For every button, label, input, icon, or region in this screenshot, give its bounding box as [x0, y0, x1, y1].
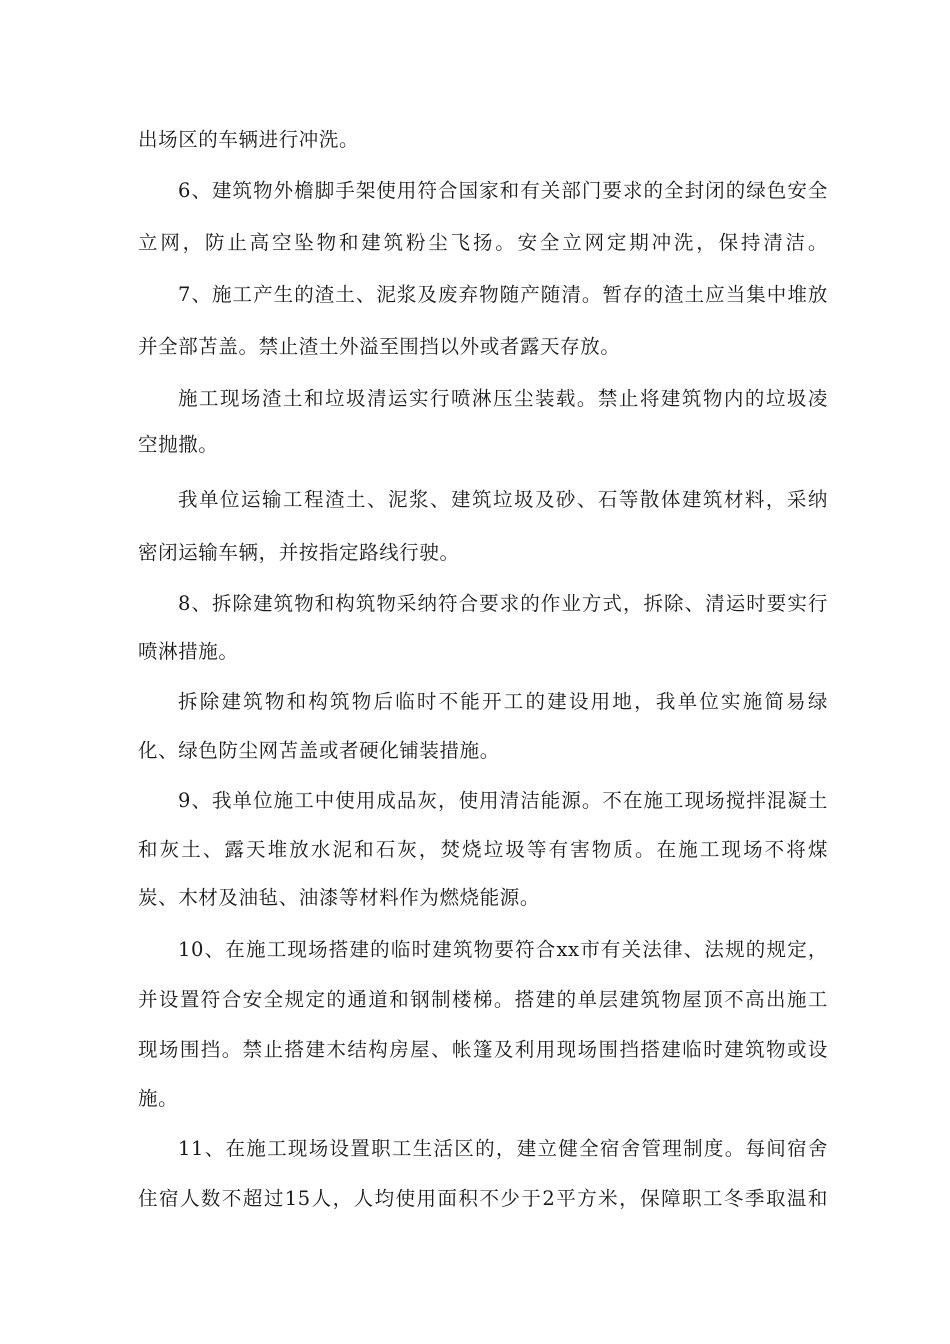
- text-line: 密闭运输车辆，并按指定路线行驶。: [138, 541, 460, 564]
- text-line: 10、在施工现场搭建的临时建筑物要符合xx市有关法律、法规的规定，: [178, 938, 828, 961]
- text-line: 空抛撒。: [138, 433, 219, 456]
- text-line: 9、我单位施工中使用成品灰，使用清洁能源。不在施工现场搅拌混凝土: [178, 789, 828, 812]
- text-line: 11、在施工现场设置职工生活区的，建立健全宿舍管理制度。每间宿舍: [178, 1137, 828, 1160]
- text-line: 施工现场渣土和垃圾清运实行喷淋压尘装载。禁止将建筑物内的垃圾凌: [178, 387, 828, 410]
- text-line: 出场区的车辆进行冲洗。: [138, 128, 360, 151]
- text-line: 施。: [138, 1087, 179, 1110]
- text-line: 6、建筑物外檐脚手架使用符合国家和有关部门要求的全封闭的绿色安全: [178, 179, 828, 202]
- text-line: 和灰土、露天堆放水泥和石灰，焚烧垃圾等有害物质。在施工现场不将煤: [138, 838, 828, 861]
- text-line: 8、拆除建筑物和构筑物采纳符合要求的作业方式，拆除、清运时要实行: [178, 592, 828, 615]
- text-line: 喷淋措施。: [138, 640, 239, 663]
- text-line: 立网，防止高空坠物和建筑粉尘飞扬。安全立网定期冲洗，保持清洁。: [138, 231, 828, 254]
- text-line: 拆除建筑物和构筑物后临时不能开工的建设用地，我单位实施简易绿: [178, 690, 828, 713]
- text-line: 化、绿色防尘网苫盖或者硬化铺装措施。: [138, 739, 500, 762]
- text-line: 并设置符合安全规定的通道和钢制楼梯。搭建的单层建筑物屋顶不高出施工: [138, 988, 828, 1011]
- text-line: 现场围挡。禁止搭建木结构房屋、帐篷及利用现场围挡搭建临时建筑物或设: [138, 1038, 828, 1061]
- text-line: 7、施工产生的渣土、泥浆及废弃物随产随清。暂存的渣土应当集中堆放: [178, 283, 828, 306]
- text-line: 并全部苫盖。禁止渣土外溢至围挡以外或者露天存放。: [138, 335, 621, 358]
- text-line: 住宿人数不超过15人，人均使用面积不少于2平方米，保障职工冬季取温和: [138, 1187, 828, 1210]
- text-line: 炭、木材及油毡、油漆等材料作为燃烧能源。: [138, 886, 541, 909]
- text-line: 我单位运输工程渣土、泥浆、建筑垃圾及砂、石等散体建筑材料，采纳: [178, 488, 828, 511]
